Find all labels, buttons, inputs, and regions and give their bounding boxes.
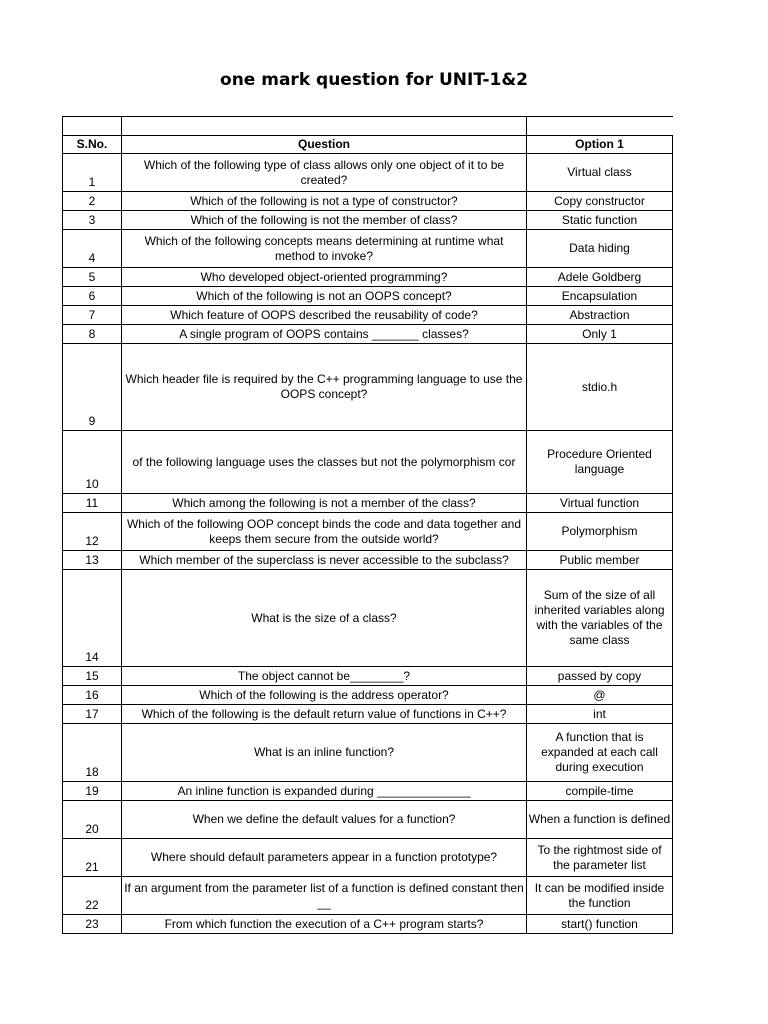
cell-option1: @ bbox=[527, 686, 673, 705]
header-question: Question bbox=[122, 136, 527, 154]
cell-question: A single program of OOPS contains _______ classes? bbox=[122, 325, 527, 344]
cell-option1: Abstraction bbox=[527, 306, 673, 325]
cell-question: What is an inline function? bbox=[122, 724, 527, 782]
cell-sno: 10 bbox=[63, 431, 122, 494]
cell-option1: passed by copy bbox=[527, 667, 673, 686]
cell-sno: 8 bbox=[63, 325, 122, 344]
cell-sno: 3 bbox=[63, 211, 122, 230]
table-row bbox=[63, 287, 673, 306]
cell-sno: 13 bbox=[63, 551, 122, 570]
cell-option1: Only 1 bbox=[527, 325, 673, 344]
cell-option1: It can be modified inside the function bbox=[527, 877, 673, 915]
table-row bbox=[63, 915, 673, 934]
header-sno: S.No. bbox=[63, 136, 122, 154]
cell-question: Which of the following is not a type of constructor? bbox=[122, 192, 527, 211]
cell-question: When we define the default values for a function? bbox=[122, 801, 527, 839]
cell-sno: 11 bbox=[63, 494, 122, 513]
table-row bbox=[63, 570, 673, 667]
cell-sno: 20 bbox=[63, 801, 122, 839]
cell-sno: 21 bbox=[63, 839, 122, 877]
cell-question: If an argument from the parameter list of a function is defined constant then __ bbox=[122, 877, 527, 915]
cell-question: Which feature of OOPS described the reusability of code? bbox=[122, 306, 527, 325]
cell-sno: 6 bbox=[63, 287, 122, 306]
table-row bbox=[63, 431, 673, 494]
cell-question: Who developed object-oriented programming? bbox=[122, 268, 527, 287]
table-row bbox=[63, 325, 673, 344]
cell-option1: Virtual function bbox=[527, 494, 673, 513]
cell-sno: 16 bbox=[63, 686, 122, 705]
cell-sno: 18 bbox=[63, 724, 122, 782]
page-title: one mark question for UNIT-1&2 bbox=[220, 70, 528, 90]
cell-question: Which of the following type of class allows only one object of it to be created? bbox=[122, 154, 527, 192]
blank-cell bbox=[63, 117, 122, 136]
cell-option1: start() function bbox=[527, 915, 673, 934]
cell-question: Which among the following is not a member of the class? bbox=[122, 494, 527, 513]
cell-option1: int bbox=[527, 705, 673, 724]
cell-option1: stdio.h bbox=[527, 344, 673, 431]
question-table bbox=[62, 116, 673, 934]
cell-sno: 7 bbox=[63, 306, 122, 325]
cell-question: Which of the following is the default return value of functions in C++? bbox=[122, 705, 527, 724]
table-row bbox=[63, 211, 673, 230]
blank-cell bbox=[527, 117, 673, 136]
cell-question: of the following language uses the classes but not the polymorphism cor bbox=[122, 431, 527, 494]
cell-option1: Adele Goldberg bbox=[527, 268, 673, 287]
cell-option1: compile-time bbox=[527, 782, 673, 801]
header-row bbox=[63, 136, 673, 154]
cell-question: An inline function is expanded during ______________ bbox=[122, 782, 527, 801]
cell-sno: 5 bbox=[63, 268, 122, 287]
cell-question: Which header file is required by the C++ programming language to use the OOPS concept? bbox=[122, 344, 527, 431]
cell-option1: To the rightmost side of the parameter list bbox=[527, 839, 673, 877]
table-row bbox=[63, 306, 673, 325]
header-option1: Option 1 bbox=[527, 136, 673, 154]
table-row bbox=[63, 877, 673, 915]
table-row bbox=[63, 686, 673, 705]
cell-question: The object cannot be________? bbox=[122, 667, 527, 686]
table-row bbox=[63, 667, 673, 686]
table-row bbox=[63, 513, 673, 551]
table-row bbox=[63, 192, 673, 211]
table-row bbox=[63, 154, 673, 192]
cell-option1: When a function is defined bbox=[527, 801, 673, 839]
cell-question: Which of the following OOP concept binds the code and data together and keeps them secure from the outside world? bbox=[122, 513, 527, 551]
cell-question: Which member of the superclass is never accessible to the subclass? bbox=[122, 551, 527, 570]
cell-option1: Data hiding bbox=[527, 230, 673, 268]
cell-option1: Copy constructor bbox=[527, 192, 673, 211]
table-row bbox=[63, 268, 673, 287]
cell-sno: 23 bbox=[63, 915, 122, 934]
table-row bbox=[63, 839, 673, 877]
cell-option1: Sum of the size of all inherited variables along with the variables of the same class bbox=[527, 570, 673, 667]
table-row bbox=[63, 494, 673, 513]
cell-sno: 12 bbox=[63, 513, 122, 551]
cell-option1: Public member bbox=[527, 551, 673, 570]
cell-sno: 9 bbox=[63, 344, 122, 431]
table-row bbox=[63, 724, 673, 782]
table-row bbox=[63, 705, 673, 724]
cell-option1: Procedure Oriented language bbox=[527, 431, 673, 494]
blank-row bbox=[63, 117, 673, 136]
cell-sno: 2 bbox=[63, 192, 122, 211]
cell-option1: Virtual class bbox=[527, 154, 673, 192]
cell-option1: Encapsulation bbox=[527, 287, 673, 306]
cell-option1: Polymorphism bbox=[527, 513, 673, 551]
table-row bbox=[63, 230, 673, 268]
cell-question: Where should default parameters appear in a function prototype? bbox=[122, 839, 527, 877]
cell-question: Which of the following is not an OOPS concept? bbox=[122, 287, 527, 306]
cell-question: Which of the following is not the member of class? bbox=[122, 211, 527, 230]
cell-sno: 19 bbox=[63, 782, 122, 801]
cell-question: What is the size of a class? bbox=[122, 570, 527, 667]
cell-question: From which function the execution of a C++ program starts? bbox=[122, 915, 527, 934]
table-row bbox=[63, 344, 673, 431]
blank-cell bbox=[122, 117, 527, 136]
table-row bbox=[63, 551, 673, 570]
table-row bbox=[63, 782, 673, 801]
cell-option1: Static function bbox=[527, 211, 673, 230]
cell-question: Which of the following concepts means determining at runtime what method to invoke? bbox=[122, 230, 527, 268]
cell-sno: 14 bbox=[63, 570, 122, 667]
cell-sno: 22 bbox=[63, 877, 122, 915]
cell-sno: 4 bbox=[63, 230, 122, 268]
cell-sno: 1 bbox=[63, 154, 122, 192]
cell-sno: 17 bbox=[63, 705, 122, 724]
cell-question: Which of the following is the address operator? bbox=[122, 686, 527, 705]
table-row bbox=[63, 801, 673, 839]
cell-sno: 15 bbox=[63, 667, 122, 686]
cell-option1: A function that is expanded at each call during execution bbox=[527, 724, 673, 782]
